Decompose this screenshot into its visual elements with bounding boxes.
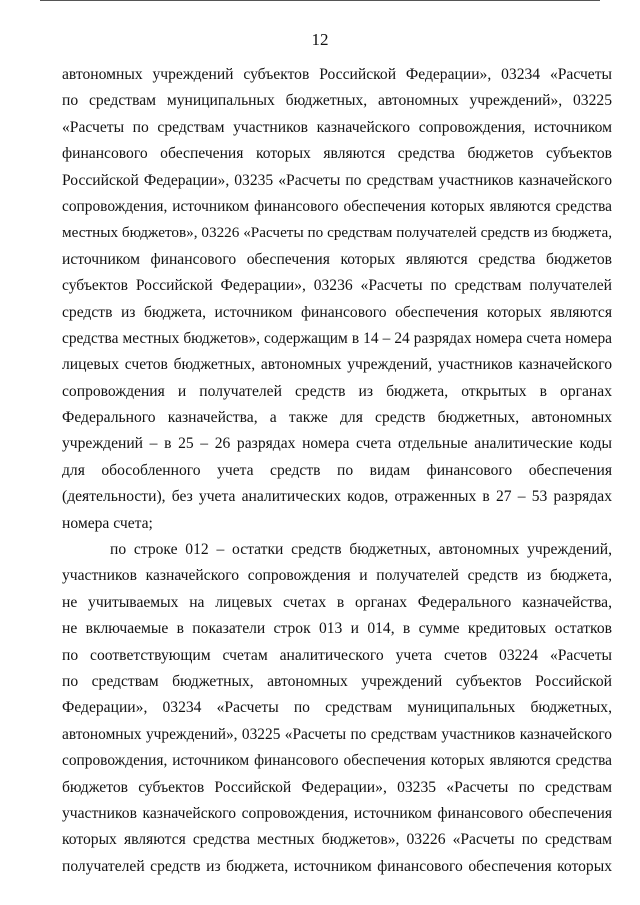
text-line: лицевых счетов бюджетных, автономных учреждений, участников казначейского <box>62 356 612 374</box>
page-number: 12 <box>311 30 329 49</box>
text-line: источником финансового обеспечения которых являются средства бюджетов <box>62 250 612 268</box>
text-line: Федерального казначейства, а также для средств бюджетных, автономных <box>62 409 612 427</box>
text-line: сопровождения, источником финансового обеспечения которых являются средства <box>62 197 612 215</box>
text-line: участников казначейского сопровождения, источником финансового обеспечения <box>62 804 612 822</box>
text-line: номера счета; <box>62 514 153 532</box>
text-line: Российской Федерации», 03235 «Расчеты по средствам участников казначейского <box>62 171 612 189</box>
text-line: получателей средств из бюджета, источником финансового обеспечения которых <box>62 857 612 875</box>
text-line: бюджетов субъектов Российской Федерации», 03235 «Расчеты по средствам <box>62 778 612 796</box>
text-line: финансового обеспечения которых являются средства бюджетов субъектов <box>62 145 612 163</box>
text-line: не учитываемых на лицевых счетах в органах Федерального казначейства, <box>62 593 612 611</box>
text-line: для обособленного учета средств по видам финансового обеспечения <box>62 461 612 479</box>
text-line: по средствам бюджетных, автономных учреждений субъектов Российской <box>62 672 612 690</box>
text-line: (деятельности), без учета аналитических кодов, отраженных в 27 – 53 разрядах <box>62 488 612 506</box>
text-line: автономных учреждений субъектов Российской Федерации», 03234 «Расчеты <box>62 66 612 83</box>
text-line: субъектов Российской Федерации», 03236 «Расчеты по средствам получателей <box>62 277 612 295</box>
text-line: Федерации», 03234 «Расчеты по средствам муниципальных бюджетных, <box>62 699 612 717</box>
text-line: которых являются средства местных бюджетов», 03226 «Расчеты по средствам <box>62 831 612 849</box>
text-line: сопровождения, источником финансового обеспечения которых являются средства <box>62 752 612 770</box>
text-line: местных бюджетов», 03226 «Расчеты по средствам получателей средств из бюджета, <box>62 224 612 242</box>
text-line: участников казначейского сопровождения и получателей средств из бюджета, <box>62 567 612 585</box>
text-line: по средствам муниципальных бюджетных, автономных учреждений», 03225 <box>62 92 612 110</box>
text-line: «Расчеты по средствам участников казначейского сопровождения, источником <box>62 118 612 136</box>
body-text <box>62 62 612 880</box>
text-line: по строке 012 – остатки средств бюджетных, автономных учреждений, <box>110 541 612 559</box>
text-line: средств из бюджета, источником финансового обеспечения которых являются <box>62 303 612 321</box>
text-line: не включаемые в показатели строк 013 и 014, в сумме кредитовых остатков <box>62 620 612 638</box>
text-line: сопровождения и получателей средств из бюджета, открытых в органах <box>62 382 612 400</box>
text-line: учреждений – в 25 – 26 разрядах номера счета отдельные аналитические коды <box>62 435 612 453</box>
text-line: по соответствующим счетам аналитического учета счетов 03224 «Расчеты <box>62 646 612 664</box>
text-line: средства местных бюджетов», содержащим в 14 – 24 разрядах номера счета номера <box>62 329 612 347</box>
top-rule <box>40 0 600 1</box>
text-line: автономных учреждений», 03225 «Расчеты по средствам участников казначейского <box>62 725 612 743</box>
